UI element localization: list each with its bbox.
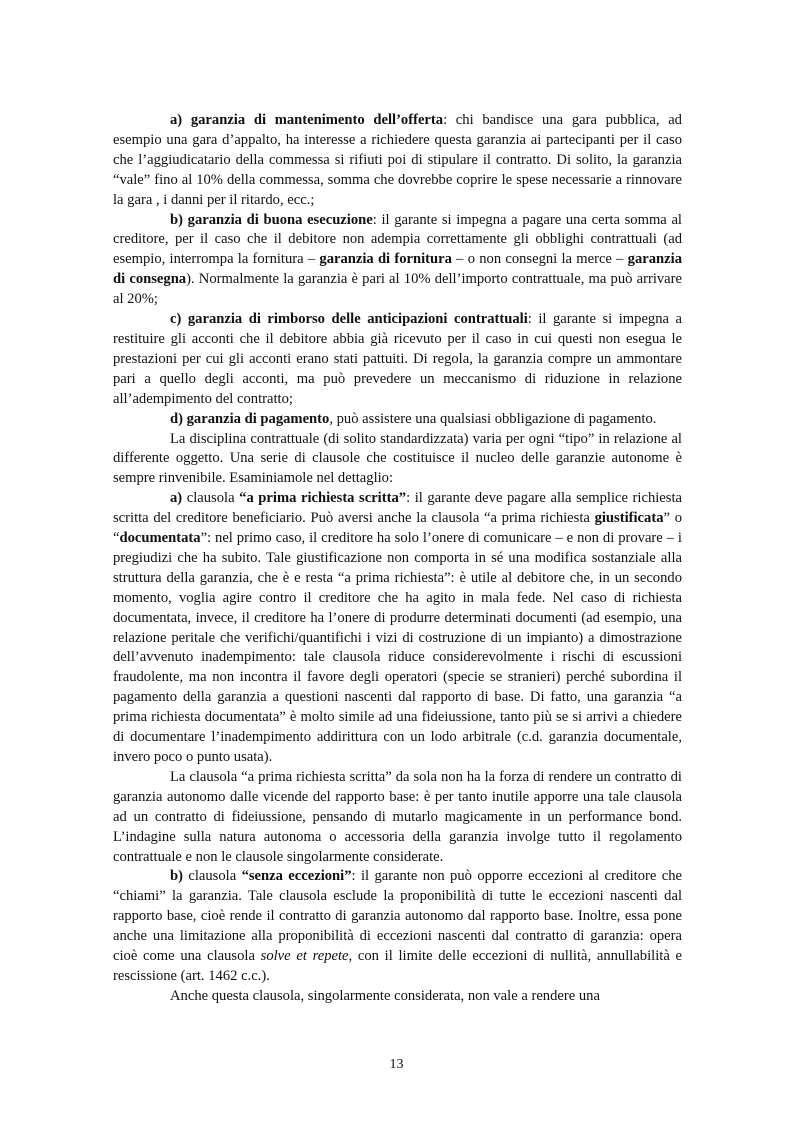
text-run: clausola — [182, 490, 240, 507]
text-run: Anche questa clausola, singolarmente considerata, non vale a rendere una — [170, 987, 600, 1004]
paragraph — [113, 867, 682, 986]
bold-text: a) garanzia di mantenimento dell’offerta — [170, 112, 444, 128]
paragraph — [113, 211, 682, 311]
text-run: – o non consegni la merce – — [451, 251, 628, 268]
text-run: : il garante si impegna a pagare una certa somma al creditore, per il caso che il debitore non adempia correttamente gli obblighi contrattuali (ad esempio, interrompa la fornitura – — [113, 211, 682, 268]
bold-text: b) garanzia di buona esecuzione — [170, 211, 373, 228]
bold-text: giustificata — [594, 510, 664, 527]
bold-text: d) garanzia di pagamento — [170, 410, 330, 427]
body-text — [113, 111, 682, 1007]
text-run: ). Normalmente la garanzia è pari al 10% dell’importo contrattuale, ma può arrivare al 20%; — [113, 271, 682, 308]
text-run: ”: nel primo caso, il creditore ha solo l’onere di comunicare – e non di provare – i pregiudizi che ha subito. Tale giustificazione non comporta in sé una modifica sostanziale alla struttura della garanzia, che è e resta “a prima richiesta”: è utile al debitore che, in un secondo momento, voglia agire contro il creditore che ha agito in mala fede. Nel caso di richiesta documentata, invece, il creditore ha l’onere di produrre determinati documenti (ad esempio, una relazione peritale che verifichi/quantifichi i vizi di costruzione di un impianto) a dimostrazione dell’avvenuto inadempimento: tale clausola riduce considerevolmente i rischi di escussioni fraudolente, ma non incontra il favore degli operatori (specie se stranieri) perché subordina il pagamento della garanzia a questioni nascenti dal rapporto di base. Di fatto, una garanzia “a prima richiesta documentata” è molto simile ad una fideiussione, tanto più se si arrivi a chiedere di documentare l’inadempimento addirittura con un lodo arbitrale (c.d. garanzia documentale, invero poco o punto usata). — [113, 530, 682, 765]
paragraph — [113, 410, 682, 430]
text-run: ” o “ — [113, 510, 682, 547]
paragraph — [113, 768, 682, 868]
bold-text: documentata — [119, 530, 201, 547]
text-run: : chi bandisce una gara pubblica, ad esempio una gara d’appalto, ha interesse a richiedere questa garanzia ai partecipanti per il caso che l’aggiudicatario della commessa si rifiuti poi di stipulare il contratto. Di solito, la garanzia “vale” fino al 10% della commessa, somma che dovrebbe coprire le spese necessarie a rinnovare la gara , i danni per il ritardo, ecc.; — [113, 112, 682, 208]
bold-text: b) — [170, 868, 183, 885]
paragraph — [113, 310, 682, 410]
paragraph — [113, 111, 682, 211]
text-run: : il garante si impegna a restituire gli acconti che il debitore abbia già ricevuto per il caso in cui questi non esegua le prestazioni per cui gli acconti erano stati pattuiti. Di regola, la garanzia compre un ammontare pari a quello degli acconti, ma può prevedere un meccanismo di riduzione in relazione all’adempimento del contratto; — [113, 311, 682, 407]
bold-text: garanzia di fornitura — [319, 251, 452, 268]
text-run: , può assistere una qualsiasi obbligazione di pagamento. — [329, 410, 657, 427]
text-run: : il garante deve pagare alla semplice richiesta scritta del creditore beneficiario. Può aversi anche la clausola “a prima richiesta — [113, 490, 682, 527]
text-run: , con il limite delle eccezioni di nullità, annullabilità e rescissione (art. 1462 c.c.). — [113, 948, 682, 984]
bold-text: “senza eccezioni” — [241, 868, 352, 885]
text-run: La clausola “a prima richiesta scritta” da sola non ha la forza di rendere un contratto di garanzia autonomo dalle vicende del rapporto base: è per tanto inutile apporre una tale clausola ad un contratto di fideiussione, pensando di mutarlo magicamente in un performance bond. L’indagine sulla natura autonoma o accessoria della garanzia involge tutto il regolamento contrattuale e non le clausole singolarmente considerate. — [113, 768, 682, 865]
bold-text: a) — [170, 490, 183, 507]
paragraph — [113, 489, 682, 768]
bold-text: garanzia di consegna — [113, 251, 682, 288]
bold-text: c) garanzia di rimborso delle anticipazioni contrattuali — [170, 311, 528, 328]
italic-text: solve et repete — [260, 948, 349, 965]
text-run: : il garante non può opporre eccezioni al creditore che “chiami” la garanzia. Tale clausola esclude la proponibilità di tutte le eccezioni nascenti dal rapporto base, cioè rende il contratto di garanzia autonomo dal rapporto base. Inoltre, essa pone anche una limitazione alla proponibilità di eccezioni nascenti dal contratto di garanzia: opera cioè come una clausola — [113, 868, 682, 965]
paragraph — [113, 987, 682, 1007]
paragraph — [113, 430, 682, 490]
bold-text: “a prima richiesta scritta” — [239, 490, 407, 507]
text-run: clausola — [182, 868, 242, 885]
text-run: La disciplina contrattuale (di solito standardizzata) varia per ogni “tipo” in relazione al differente oggetto. Una serie di clausole che costituisce il nucleo delle garanzie autonome è sempre rinvenibile. Esaminiamole nel dettaglio: — [113, 430, 682, 487]
page-number: 13 — [389, 1057, 404, 1072]
